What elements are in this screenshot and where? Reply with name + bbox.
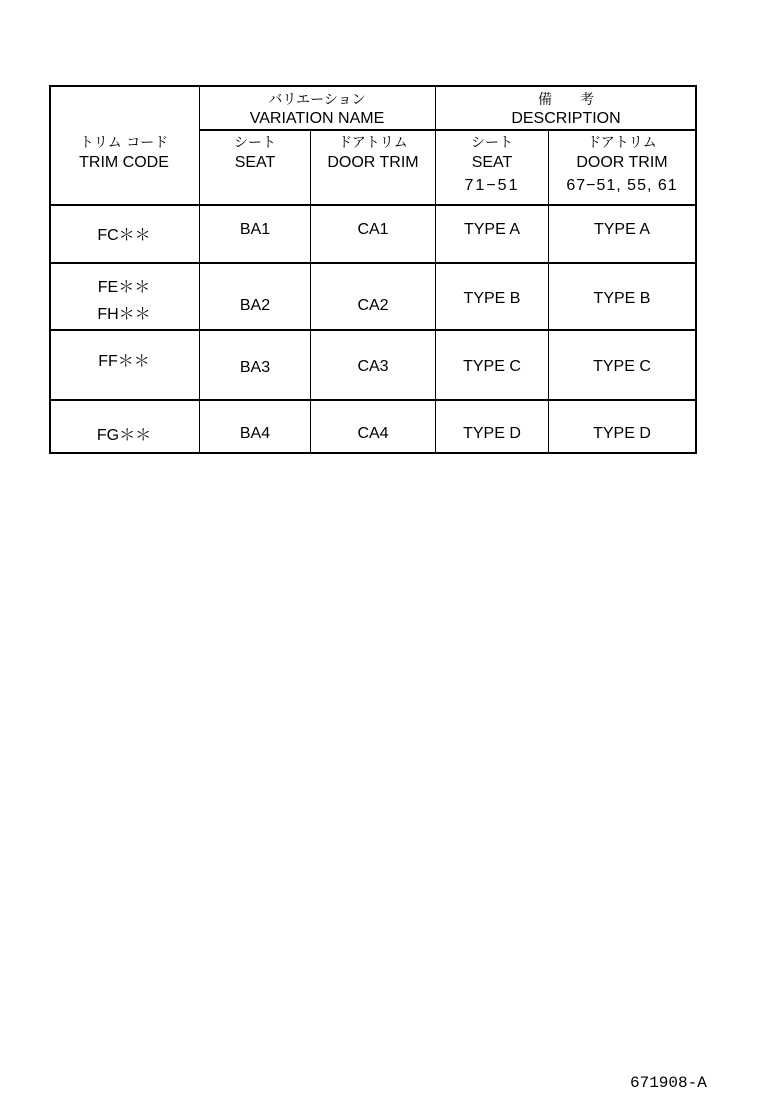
trim-code: FE＊＊ xyxy=(97,279,151,296)
seat-type: TYPE D xyxy=(463,425,521,442)
trim-code-jp: トリム コード xyxy=(79,135,169,151)
door-trim-jp: ドアトリム xyxy=(338,135,408,151)
seat-type: TYPE B xyxy=(463,290,521,307)
trim-code: FH＊＊ xyxy=(97,306,151,323)
row-divider xyxy=(49,204,697,206)
door-code: CA4 xyxy=(357,425,389,442)
row-divider xyxy=(49,262,697,264)
desc-door-jp: ドアトリム xyxy=(587,135,657,151)
door-type: TYPE D xyxy=(593,425,651,442)
column-divider xyxy=(310,130,311,454)
trim-code: FC＊＊ xyxy=(97,227,151,244)
door-code: CA2 xyxy=(357,297,389,314)
trim-code: FG＊＊ xyxy=(96,427,152,444)
figure-reference: 671908-A xyxy=(630,1074,707,1092)
seat-jp: シート xyxy=(234,135,276,151)
row-divider xyxy=(49,399,697,401)
row-divider xyxy=(49,329,697,331)
seat-type: TYPE C xyxy=(463,358,521,375)
seat-header: SEAT xyxy=(234,154,276,171)
door-type: TYPE C xyxy=(593,358,651,375)
door-type: TYPE A xyxy=(593,221,651,238)
seat-code: BA4 xyxy=(239,425,271,442)
description-jp: 備 考 xyxy=(538,92,594,108)
table-border xyxy=(49,452,697,454)
seat-code: BA2 xyxy=(239,297,271,314)
trim-code: FF＊＊ xyxy=(98,353,150,370)
trim-code-header: TRIM CODE xyxy=(79,154,169,171)
desc-seat-jp: シート xyxy=(471,135,513,151)
desc-seat-header: SEAT xyxy=(471,154,513,171)
door-trim-header: DOOR TRIM xyxy=(327,154,419,171)
seat-code: BA3 xyxy=(239,359,271,376)
variation-header: VARIATION NAME xyxy=(249,110,385,127)
desc-door-header: DOOR TRIM xyxy=(576,154,668,171)
door-code: CA3 xyxy=(357,358,389,375)
desc-seat-code: 71−51 xyxy=(464,177,520,194)
row-divider xyxy=(199,129,697,131)
description-header: DESCRIPTION xyxy=(511,110,621,127)
variation-jp: バリエーション xyxy=(268,92,366,108)
door-type: TYPE B xyxy=(593,290,651,307)
door-code: CA1 xyxy=(357,221,389,238)
seat-type: TYPE A xyxy=(463,221,521,238)
seat-code: BA1 xyxy=(239,221,271,238)
table-border xyxy=(49,85,697,87)
desc-door-code: 67−51, 55, 61 xyxy=(566,177,678,194)
